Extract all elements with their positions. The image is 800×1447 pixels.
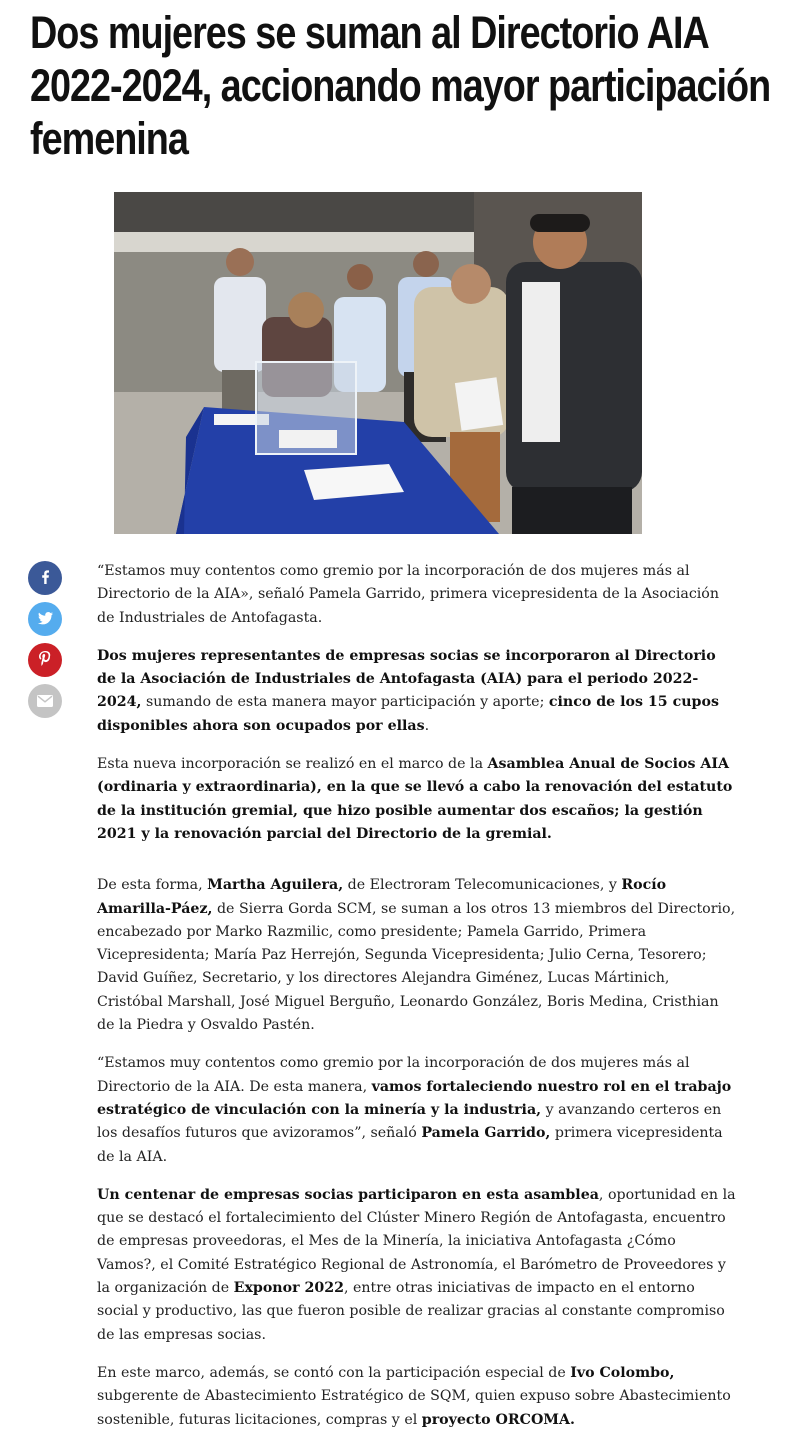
text-run: “Estamos muy contentos como gremio por la incorporación de dos mujeres más al Directorio de la AIA», señaló Pamela Garrido, primera vicepresidenta de la Asociación de Industriales de Antofagasta. <box>97 563 719 626</box>
text-run: En este marco, además, se contó con la participación especial de <box>97 1364 571 1381</box>
bold-text: Un centenar de empresas socias participaron en esta asamblea <box>97 1186 599 1203</box>
paragraph <box>97 1362 737 1432</box>
paragraph <box>97 560 737 630</box>
text-run: . <box>424 717 430 734</box>
bold-text: proyecto ORCOMA. <box>421 1411 575 1428</box>
text-run: , oportunidad en la que se destacó el fortalecimiento del Clúster Minero Región de Antofagasta, encuentro de empresas proveedoras, el Mes de la Minería, la iniciativa Antofagasta ¿Cómo Vamos?, el Comité Estratégico Regional de Astronomía, el Barómetro de Proveedores y la organización de <box>97 1186 736 1297</box>
twitter-share-button[interactable] <box>28 602 62 636</box>
text-run: De esta forma, <box>97 877 208 894</box>
bold-text: Ivo Colombo, <box>570 1364 675 1381</box>
text-run: de Sierra Gorda SCM, se suman a los otros 13 miembros del Directorio, encabezado por Marko Razmilic, como presidente; Pamela Garrido, Primera Vicepresidenta; María Paz Herrejón, Segunda Vicepresidenta; Julio Cerna, Tesorero; David Guíñez, Secretario, y los directores Alejandra Giménez, Lucas Mártinich, Cristóbal Marshall, José Miguel Berguño, Leonardo González, Boris Medina, Cristhian de la Piedra y Osvaldo Pastén. <box>97 900 736 1034</box>
paragraph <box>97 874 737 1037</box>
facebook-share-button[interactable] <box>28 561 62 595</box>
bold-text: Asamblea Anual de Socios AIA (ordinaria y extraordinaria), en la que se llevó a cabo la renovación del estatuto de la institución gremial, que hizo posible aumentar dos escaños; la gestión 2021 y la renovación parcial del Directorio de la gremial. <box>97 756 733 842</box>
text-run: de Electroram Telecomunicaciones, y <box>343 877 622 894</box>
paragraph <box>97 1184 737 1347</box>
facebook-icon <box>38 569 52 588</box>
pinterest-share-button[interactable] <box>28 643 62 677</box>
bold-text: Pamela Garrido, <box>421 1125 551 1142</box>
text-run: , entre otras iniciativas de impacto en el entorno social y productivo, las que fueron posible de realizar gracias al constante compromiso de las empresas socias. <box>97 1280 725 1343</box>
email-share-button[interactable] <box>28 684 62 718</box>
paragraph <box>97 645 737 738</box>
text-run: sumando de esta manera mayor participación y aporte; <box>141 694 549 711</box>
text-run: y avanzando certeros en los desafíos futuros que avizoramos”, señaló <box>97 1101 722 1142</box>
bold-text: cinco de los 15 cupos disponibles ahora son ocupados por ellas <box>97 694 719 734</box>
article-photo <box>114 192 642 534</box>
bold-text: Martha Aguilera, <box>207 877 344 894</box>
pinterest-icon <box>39 651 51 670</box>
bold-text: Dos mujeres representantes de empresas socias se incorporaron al Directorio de la Asociación de Industriales de Antofagasta (AIA) para el periodo 2022-2024, <box>97 647 716 711</box>
email-icon <box>37 692 53 711</box>
share-buttons <box>28 561 62 725</box>
article-title: Dos mujeres se suman al Directorio AIA 2022-2024, accionando mayor participación femenina <box>30 7 771 164</box>
bold-text: Rocío Amarilla-Páez, <box>97 877 667 917</box>
text-run: subgerente de Abastecimiento Estratégico de SQM, quien expuso sobre Abastecimiento sostenible, futuras licitaciones, compras y el <box>97 1388 731 1428</box>
article-body <box>97 560 737 1447</box>
bold-text: Exponor 2022 <box>233 1280 344 1297</box>
paragraph <box>97 1052 737 1168</box>
bold-text: vamos fortaleciendo nuestro rol en el trabajo estratégico de vinculación con la minería y la industria, <box>97 1078 732 1118</box>
text-run: primera vicepresidenta de la AIA. <box>97 1125 723 1165</box>
paragraph <box>97 753 737 846</box>
text-run: Esta nueva incorporación se realizó en el marco de la <box>97 756 488 773</box>
text-run: “Estamos muy contentos como gremio por la incorporación de dos mujeres más al Directorio de la AIA. De esta manera, <box>97 1055 690 1095</box>
twitter-icon <box>38 610 53 629</box>
